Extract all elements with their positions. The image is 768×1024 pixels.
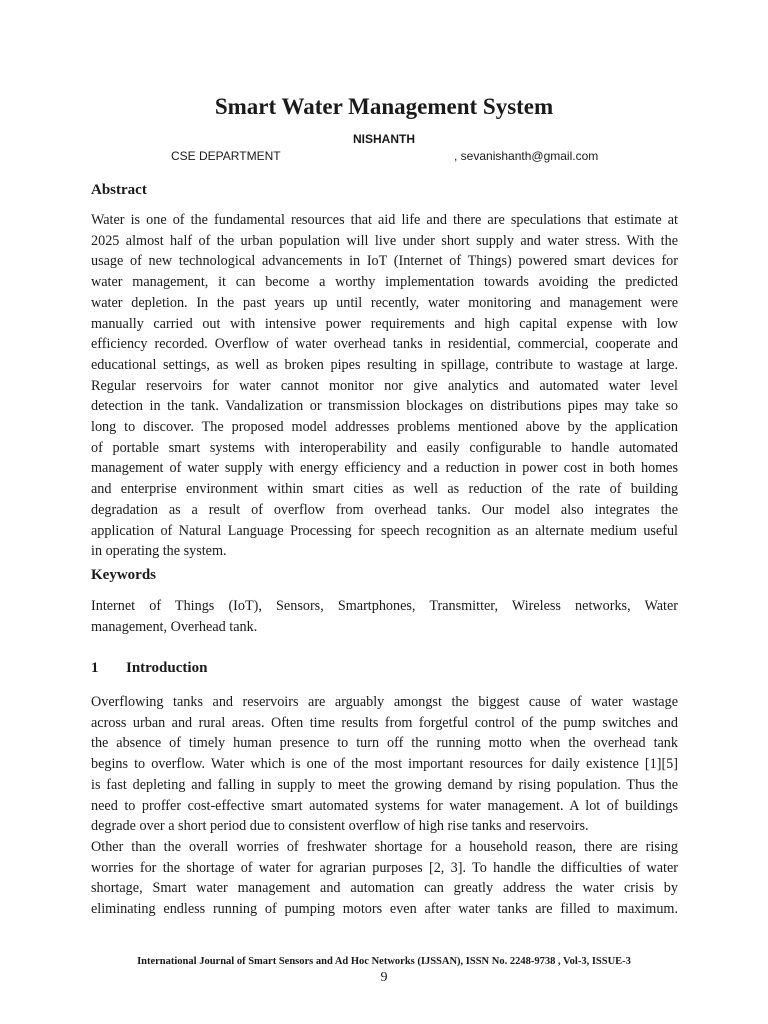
author-name: NISHANTH [353, 132, 415, 146]
keywords-line: management, Overhead tank. [91, 618, 258, 635]
keywords-heading: Keywords [91, 567, 156, 583]
author-email: , sevanishanth@gmail.com [454, 149, 599, 163]
introduction-line: Overflowing tanks and reservoirs are arguably amongst the biggest cause of water wastage [91, 694, 678, 710]
abstract-line: and enterprise environment within smart cities as well as reduction of the rate of building [91, 481, 678, 498]
introduction-line: need to proffer cost-effective smart automated systems for water management. A lot of buildings [91, 797, 678, 814]
abstract-line: application of Natural Language Processing for speech recognition as an alternate medium useful [91, 522, 678, 539]
abstract-line: management of water supply with energy efficiency and a reduction in power cost in both homes [91, 460, 678, 477]
abstract-line: Water is one of the fundamental resources that aid life and there are speculations that estimate at [91, 212, 678, 228]
section-number: 1 [91, 660, 99, 676]
section-title: Introduction [126, 660, 208, 676]
abstract-line: efficiency recorded. Overflow of water overhead tanks in residential, commercial, cooperate and [91, 336, 678, 353]
page-number: 9 [380, 970, 388, 985]
author-department: CSE DEPARTMENT [171, 149, 281, 163]
abstract-line: 2025 almost half of the urban population will live under short supply and water stress. With the [91, 232, 678, 249]
introduction-line: is fast depleting and falling in supply to meet the growing demand by rising population. Thus the [91, 776, 678, 793]
abstract-line: long to discover. The proposed model addresses problems mentioned above by the application [91, 419, 678, 435]
abstract-heading: Abstract [91, 182, 147, 198]
abstract-line: educational settings, as well as broken pipes resulting in spillage, contribute to wastage at large. [91, 356, 678, 373]
introduction-line: begins to overflow. Water which is one of the most important resources for daily existence [1][5] [91, 756, 678, 773]
abstract-line: Regular reservoirs for water cannot monitor nor give analytics and automated water level [91, 377, 678, 394]
abstract-line: detection in the tank. Vandalization or transmission blockages on distributions pipes may take so [91, 398, 678, 415]
introduction-line: worries for the shortage of water for agrarian purposes [2, 3]. To handle the difficulties of water [91, 859, 678, 876]
abstract-line: degradation as a result of overflow from overhead tanks. Our model also integrates the [91, 501, 678, 518]
abstract-line: water depletion. In the past years up until recently, water monitoring and management were [91, 294, 678, 311]
abstract-line: manually carried out with intensive power requirements and high capital expense with low [91, 315, 678, 332]
abstract-line: in operating the system. [91, 543, 227, 560]
paper-title: Smart Water Management System [214, 94, 554, 119]
introduction-line: shortage, Smart water management and automation can greatly address the water crisis by [91, 880, 678, 897]
introduction-line: degrade over a short period due to consistent overflow of high rise tanks and reservoirs. [91, 818, 589, 835]
journal-footer: International Journal of Smart Sensors and Ad Hoc Networks (IJSSAN), ISSN No. 2248-9738 , Vol-3, ISSUE-3 [137, 956, 631, 967]
introduction-line: the absence of timely human presence to turn off the running motto when the overhead tank [91, 735, 678, 752]
introduction-line: across urban and rural areas. Often time results from forgetful control of the pump switches and [91, 714, 678, 731]
introduction-line: Other than the overall worries of freshwater shortage for a household reason, there are rising [91, 838, 678, 855]
introduction-line: eliminating endless running of pumping motors even after water tanks are filled to maximum. [91, 901, 678, 917]
abstract-line: water management, it can become a worthy implementation towards avoiding the predicted [91, 274, 678, 291]
keywords-line: Internet of Things (IoT), Sensors, Smartphones, Transmitter, Wireless networks, Water [91, 598, 678, 614]
abstract-line: usage of new technological advancements in IoT (Internet of Things) powered smart devices for [91, 253, 678, 270]
abstract-line: of portable smart systems with interoperability and easily configurable to handle automated [91, 439, 678, 456]
introduction-heading [91, 660, 207, 677]
